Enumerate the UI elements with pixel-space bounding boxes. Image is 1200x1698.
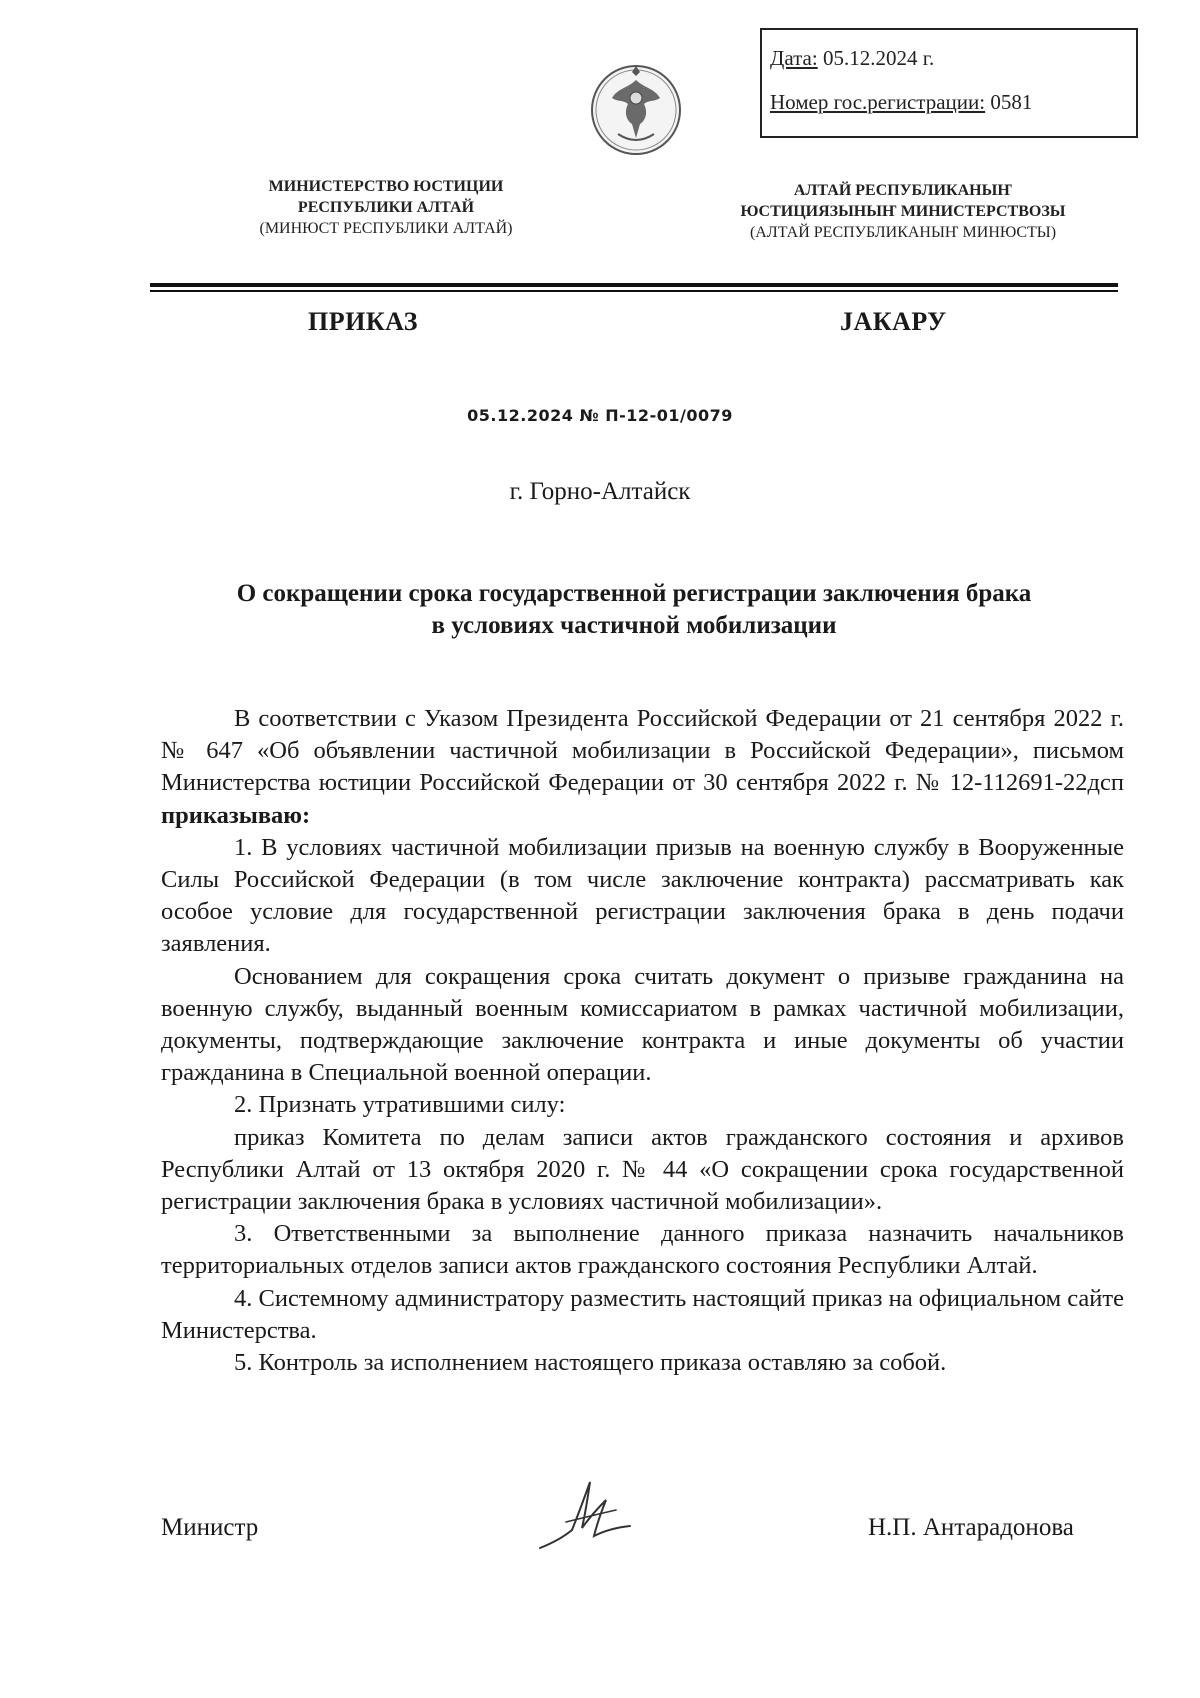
registration-number-value: 0581 bbox=[990, 90, 1033, 114]
document-title-line1: О сокращении срока государственной регистрации заключения брака bbox=[236, 580, 1032, 607]
item-3: 3. Ответственными за выполнение данного приказа назначить начальников территориальных отделов записи актов гражданского состояния Республики Алтай. bbox=[161, 1220, 1124, 1280]
ministry-header-ru bbox=[221, 176, 551, 239]
registration-number bbox=[770, 90, 1032, 115]
header-divider-thick bbox=[150, 283, 1118, 287]
document-city: г. Горно-Алтайск bbox=[509, 478, 691, 505]
registration-box bbox=[760, 28, 1138, 138]
intro-paragraph bbox=[161, 703, 1124, 832]
registration-date bbox=[770, 46, 934, 71]
document-number: 05.12.2024 № П-12-01/0079 bbox=[467, 406, 733, 425]
item-2: 2. Признать утратившими силу: bbox=[234, 1091, 566, 1119]
registration-number-label: Номер гос.регистрации: bbox=[770, 90, 986, 114]
document-title-line2: в условиях частичной мобилизации bbox=[431, 612, 837, 639]
intro-text: В соответствии с Указом Президента Российской Федерации от 21 сентября 2022 г. № 647 «Об объявлении частичной мобилизации в Российской Федерации», письмом Министерства юстиции Российской Федерации от 30 сентября 2022 г. № 12-112691-22дсп bbox=[161, 705, 1124, 797]
document-body bbox=[161, 703, 1124, 1379]
ministry-name-alt-line1: АЛТАЙ РЕСПУБЛИКАНЫҤ bbox=[793, 182, 1013, 199]
order-title-alt: ЈАКАРУ bbox=[840, 307, 947, 336]
item-1: 1. В условиях частичной мобилизации призыв на военную службу в Вооруженные Силы Российской Федерации (в том числе заключение контракта) рассматривать как особое условие для государственной регистрации заключения брака в день подачи заявления. bbox=[161, 833, 1124, 958]
ministry-name-ru-line1: МИНИСТЕРСТВО ЮСТИЦИИ bbox=[268, 178, 504, 195]
item-2-detail: приказ Комитета по делам записи актов гражданского состояния и архивов Республики Алтай от 13 октября 2020 г. № 44 «О сокращении срока государственной регистрации заключения брака в условиях частичной мобилизации». bbox=[161, 1123, 1124, 1216]
intro-directive: приказываю: bbox=[161, 801, 311, 829]
signatory-name: Н.П. Антарадонова bbox=[868, 1514, 1074, 1541]
ministry-name-alt-line2: ЮСТИЦИЯЗЫНЫҤ МИНИСТЕРСТВОЗЫ bbox=[740, 203, 1066, 220]
item-5: 5. Контроль за исполнением настоящего приказа оставляю за собой. bbox=[234, 1349, 947, 1377]
handwritten-signature bbox=[520, 1470, 660, 1560]
ministry-short-name-ru: (МИНЮСТ РЕСПУБЛИКИ АЛТАЙ) bbox=[259, 220, 513, 237]
registration-date-value: 05.12.2024 г. bbox=[822, 46, 935, 70]
registration-date-label: Дата: bbox=[770, 46, 818, 70]
signatory-role: Министр bbox=[161, 1514, 259, 1541]
ministry-name-ru-line2: РЕСПУБЛИКИ АЛТАЙ bbox=[297, 199, 475, 216]
item-4: 4. Системному администратору разместить настоящий приказ на официальном сайте Министерства. bbox=[161, 1284, 1124, 1344]
item-1-basis: Основанием для сокращения срока считать документ о призыве гражданина на военную службу, выданный военным комиссариатом в рамках частичной мобилизации, документы, подтверждающие заключение контракта и иные документы об участии гражданина в Специальной военной операции. bbox=[161, 962, 1124, 1087]
ministry-short-name-alt: (АЛТАЙ РЕСПУБЛИКАНЫҤ МИНЮСТЫ) bbox=[749, 224, 1057, 241]
ministry-header-alt bbox=[713, 180, 1093, 243]
document-title bbox=[150, 578, 1118, 642]
header-divider-thin bbox=[150, 290, 1118, 292]
coat-of-arms-emblem bbox=[588, 58, 684, 160]
order-title-ru: ПРИКАЗ bbox=[308, 307, 419, 336]
